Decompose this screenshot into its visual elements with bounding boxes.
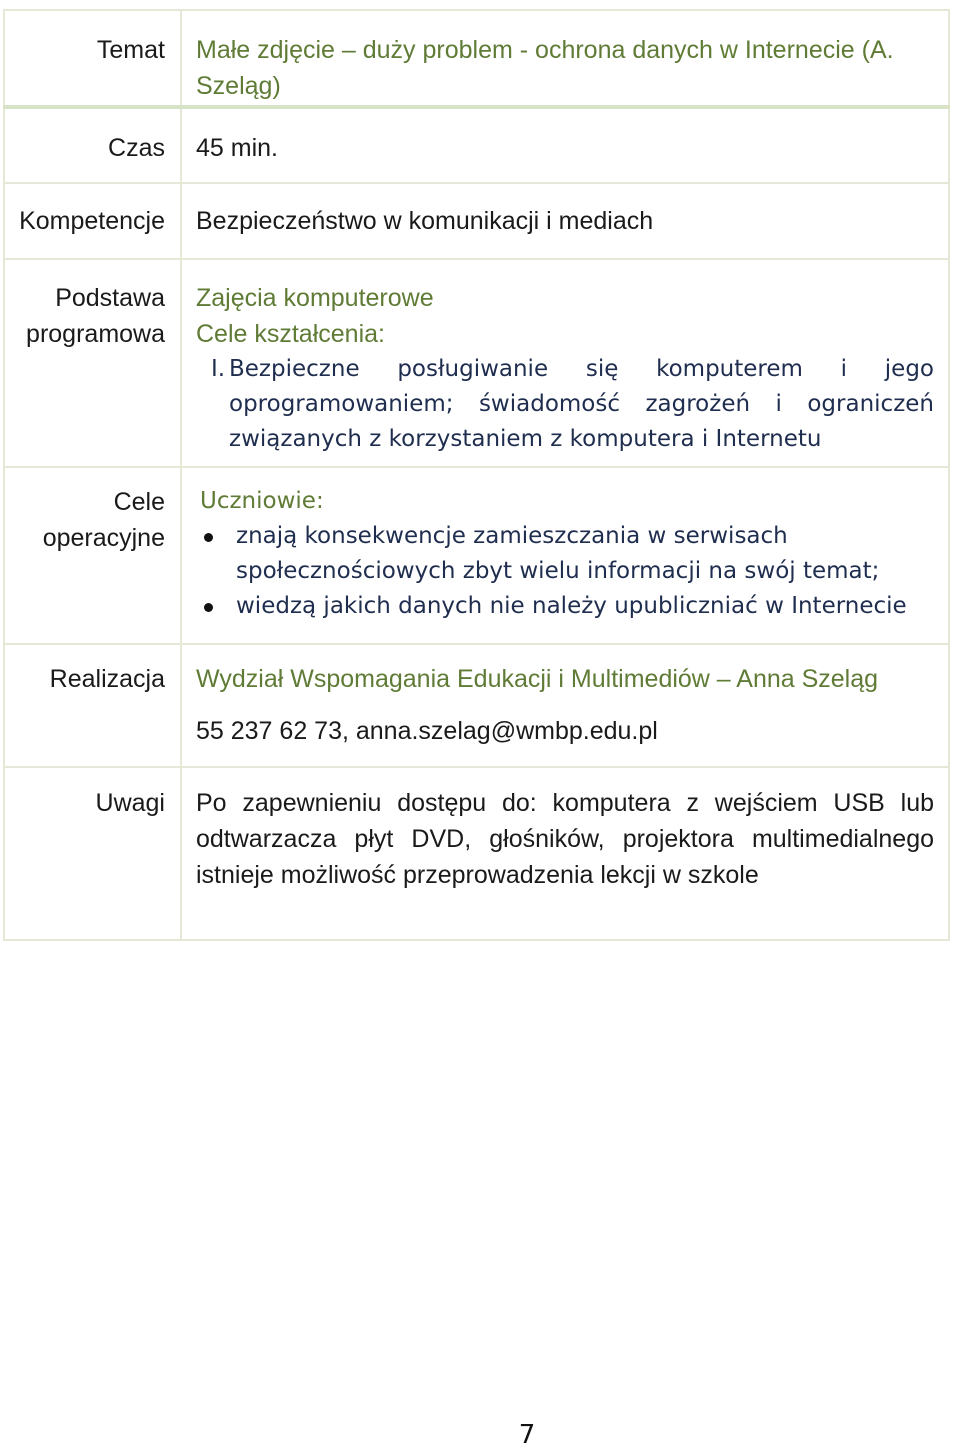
- row-temat: [4, 10, 949, 107]
- row-czas: [4, 107, 949, 183]
- label-czas: Czas: [4, 107, 181, 183]
- list-item: wiedzą jakich danych nie należy upubliczniać w Internecie: [196, 589, 934, 624]
- author-line: Wydział Wspomagania Edukacji i Multimediów – Anna Szeląg: [196, 665, 879, 693]
- label-cele: Cele operacyjne: [4, 467, 181, 644]
- row-realizacja: [4, 644, 949, 767]
- objectives-heading: Uczniowie:: [200, 488, 324, 514]
- goal-text: Bezpieczne posługiwanie się komputerem i jego oprogramowaniem; świadomość zagrożeń i ograniczeń związanych z korzystaniem z komputera i Internetu: [229, 356, 934, 452]
- subject-title: Zajęcia komputerowe: [196, 284, 434, 312]
- value-podstawa: [181, 259, 949, 467]
- value-realizacja: [181, 644, 949, 767]
- page-number: 7: [518, 1420, 536, 1450]
- lesson-plan-table: [3, 9, 950, 941]
- goal-item: [196, 352, 934, 457]
- value-uwagi: Po zapewnieniu dostępu do: komputera z wejściem USB lub odtwarzacza płyt DVD, głośników, projektora multimedialnego istnieje możliwość przeprowadzenia lekcji w szkole: [181, 767, 949, 940]
- row-podstawa: [4, 259, 949, 467]
- row-kompetencje: [4, 183, 949, 259]
- value-temat: Małe zdjęcie – duży problem - ochrona danych w Internecie (A. Szeląg): [181, 10, 949, 107]
- value-czas: 45 min.: [181, 107, 949, 183]
- value-cele: [181, 467, 949, 644]
- goals-heading: Cele kształcenia:: [196, 320, 385, 348]
- row-uwagi: [4, 767, 949, 940]
- label-realizacja: Realizacja: [4, 644, 181, 767]
- contact-line: 55 237 62 73, anna.szelag@wmbp.edu.pl: [196, 717, 658, 745]
- label-kompetencje: Kompetencje: [4, 183, 181, 259]
- row-cele: [4, 467, 949, 644]
- value-kompetencje: Bezpieczeństwo w komunikacji i mediach: [181, 183, 949, 259]
- label-podstawa: Podstawa programowa: [4, 259, 181, 467]
- objectives-list: [196, 519, 934, 624]
- label-uwagi: Uwagi: [4, 767, 181, 940]
- label-temat: Temat: [4, 10, 181, 107]
- list-item: znają konsekwencje zamieszczania w serwisach społecznościowych zbyt wielu informacji na swój temat;: [196, 519, 934, 589]
- goal-number: I.: [211, 356, 226, 382]
